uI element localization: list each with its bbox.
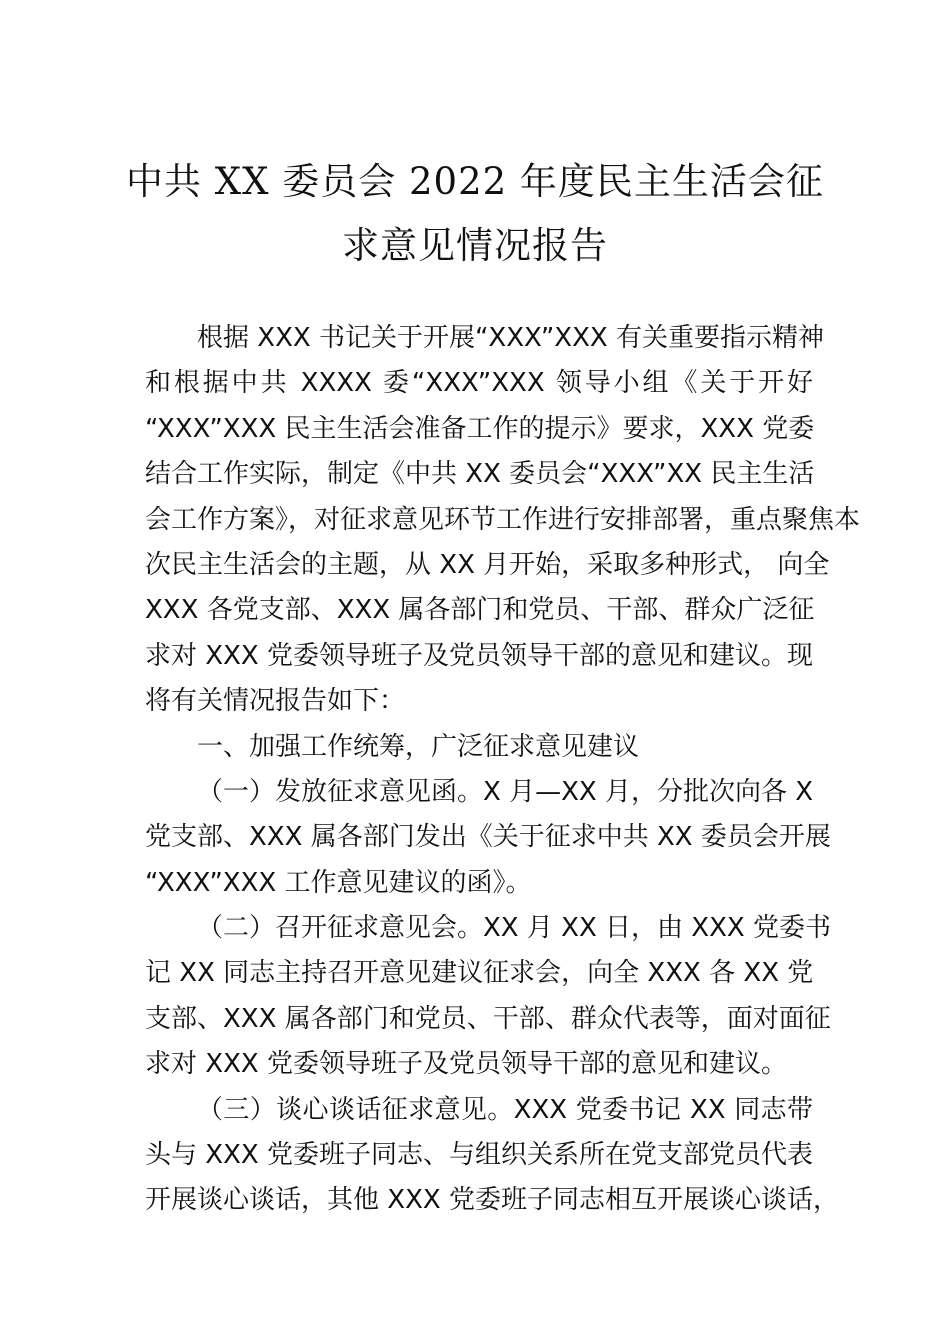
body-line: “XXX”XXX 民主生活会准备工作的提示》要求，XXX 党委 [145,413,815,444]
body-line: （三）谈心谈话征求意见。XXX 党委书记 XX 同志带 [197,1094,813,1125]
body-line: （二）召开征求意见会。XX 月 XX 日，由 XXX 党委书 [197,913,832,944]
body-line: 将有关情况报告如下： [145,686,406,717]
document-title-line-2: 求意见情况报告 [342,224,608,267]
document-body [145,316,861,1224]
body-line: 一、加强工作统筹，广泛征求意见建议 [197,731,640,762]
body-line: 会工作方案》，对征求意见环节工作进行安排部署，重点聚焦本 [145,504,861,535]
body-line: 求对 XXX 党委领导班子及党员领导干部的意见和建议。 [145,1049,787,1080]
document-title-line-1: 中共 XX 委员会 2022 年度民主生活会征 [126,160,824,203]
body-line: 结合工作实际，制定《中共 XX 委员会“XXX”XX 民主生活 [145,459,815,490]
body-line: 和根据中共 XXXX 委“XXX”XXX 领导小组《关于开好 [145,368,813,399]
body-line: “XXX”XXX 工作意见建议的函》。 [145,867,532,898]
body-line: 求对 XXX 党委领导班子及党员领导干部的意见和建议。现 [145,640,813,671]
body-line: 头与 XXX 党委班子同志、与组织关系所在党支部党员代表 [145,1140,813,1171]
body-line: 次民主生活会的主题，从 XX 月开始，采取多种形式， 向全 [145,549,830,580]
body-line: （一）发放征求意见函。X 月—XX 月，分批次向各 X [197,776,814,807]
body-line: 党支部、XXX 属各部门发出《关于征求中共 XX 委员会开展 [145,822,831,853]
body-line: 开展谈心谈话，其他 XXX 党委班子同志相互开展谈心谈话， [145,1185,839,1216]
body-line: 记 XX 同志主持召开意见建议征求会，向全 XXX 各 XX 党 [145,958,814,989]
body-line: XXX 各党支部、XXX 属各部门和党员、干部、群众广泛征 [145,595,815,626]
body-line: 支部、XXX 属各部门和党员、干部、群众代表等，面对面征 [145,1003,831,1034]
body-line: 根据 XXX 书记关于开展“XXX”XXX 有关重要指示精神 [197,323,824,353]
